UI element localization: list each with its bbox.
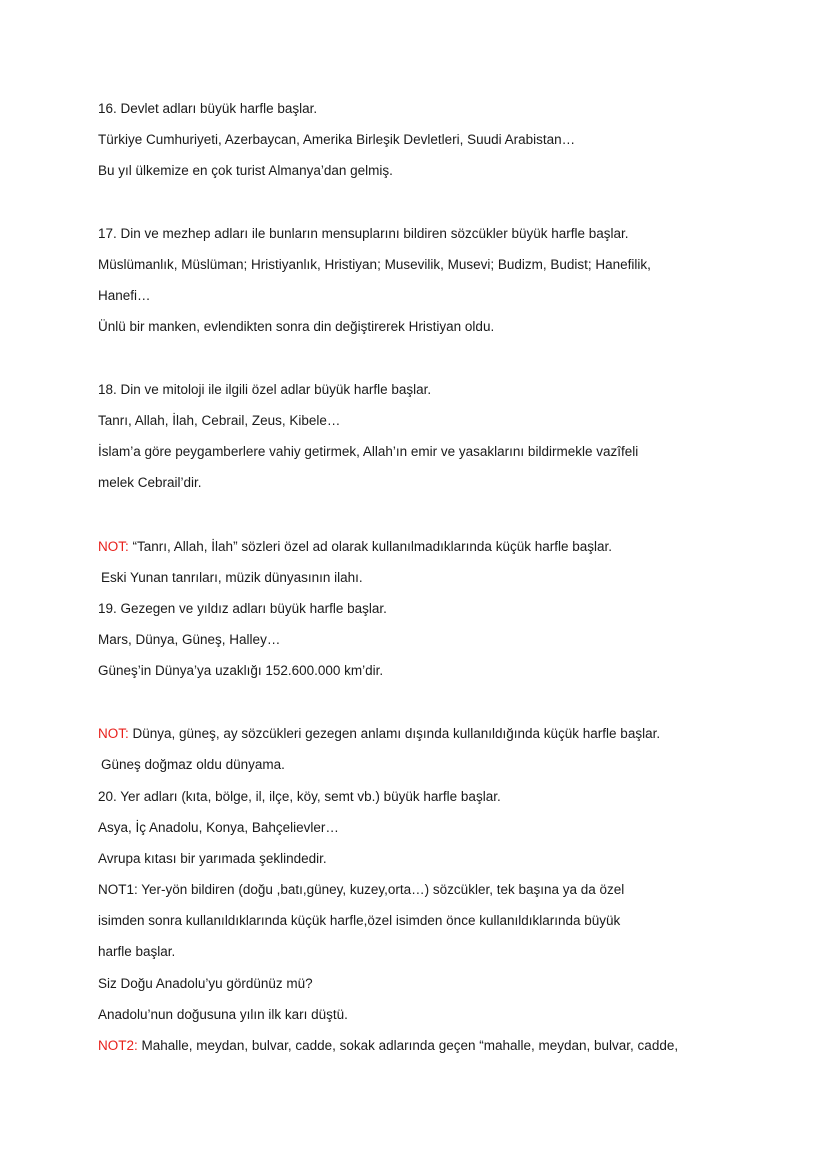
rule-16-heading: 16. Devlet adları büyük harfle başlar. [98,101,318,116]
rule-20-heading: 20. Yer adları (kıta, bölge, il, ilçe, köy, semt vb.) büyük harfle başlar. [98,789,501,804]
rule-16-example-2: Bu yıl ülkemize en çok turist Almanya’dan gelmiş. [98,163,393,178]
rule-20-note-1b: isimden sonra kullanıldıklarında küçük harfle,özel isimden önce kullanıldıklarında büyük [98,913,621,928]
rule-18-heading: 18. Din ve mitoloji ile ilgili özel adlar büyük harfle başlar. [98,382,432,397]
note-1-text: “Tanrı, Allah, İlah” sözleri özel ad olarak kullanılmadıklarında küçük harfle başlar. [128,539,613,554]
note-1 [98,538,612,556]
rule-19-example-1: Mars, Dünya, Güneş, Halley… [98,632,281,647]
note-2-text: Dünya, güneş, ay sözcükleri gezegen anlamı dışında kullanıldığında küçük harfle başlar. [128,726,661,741]
note-2b-label: NOT2: [98,1038,138,1053]
note-2-example: Güneş doğmaz oldu dünyama. [101,757,285,772]
rule-18-example-2a: İslam’a göre peygamberlere vahiy getirmek, Allah’ın emir ve yasaklarını bildirmekle vazîfeli [98,444,639,459]
rule-20-example-4: Anadolu’nun doğusuna yılın ilk karı düştü. [98,1007,348,1022]
rule-17-heading: 17. Din ve mezhep adları ile bunların mensuplarını bildiren sözcükler büyük harfle başlar. [98,226,629,241]
rule-17-example-2: Ünlü bir manken, evlendikten sonra din değiştirerek Hristiyan oldu. [98,319,495,334]
rule-20-note-2 [98,1037,678,1055]
rule-20-example-3: Siz Doğu Anadolu’yu gördünüz mü? [98,976,313,991]
rule-20-note-1a: NOT1: Yer-yön bildiren (doğu ,batı,güney, kuzey,orta…) sözcükler, tek başına ya da özel [98,882,625,897]
rule-20-example-2: Avrupa kıtası bir yarımada şeklindedir. [98,851,327,866]
rule-17-example-1a: Müslümanlık, Müslüman; Hristiyanlık, Hristiyan; Musevilik, Musevi; Budizm, Budist; Hanefilik, [98,257,651,272]
note-1-label: NOT: [98,539,129,554]
rule-19-example-2: Güneş’in Dünya’ya uzaklığı 152.600.000 km’dir. [98,663,384,678]
note-2b-text: Mahalle, meydan, bulvar, cadde, sokak adlarında geçen “mahalle, meydan, bulvar, cadde, [137,1038,679,1053]
note-2-label: NOT: [98,726,129,741]
rule-16-example-1: Türkiye Cumhuriyeti, Azerbaycan, Amerika Birleşik Devletleri, Suudi Arabistan… [98,132,576,147]
rule-17-example-1b: Hanefi… [98,288,151,303]
rule-20-note-1c: harfle başlar. [98,944,176,959]
rule-18-example-2b: melek Cebrail’dir. [98,475,202,490]
note-2 [98,725,660,743]
rule-20-example-1: Asya, İç Anadolu, Konya, Bahçelievler… [98,820,339,835]
note-1-example: Eski Yunan tanrıları, müzik dünyasının ilahı. [101,570,363,585]
rule-19-heading: 19. Gezegen ve yıldız adları büyük harfle başlar. [98,601,387,616]
rule-18-example-1: Tanrı, Allah, İlah, Cebrail, Zeus, Kibele… [98,413,341,428]
